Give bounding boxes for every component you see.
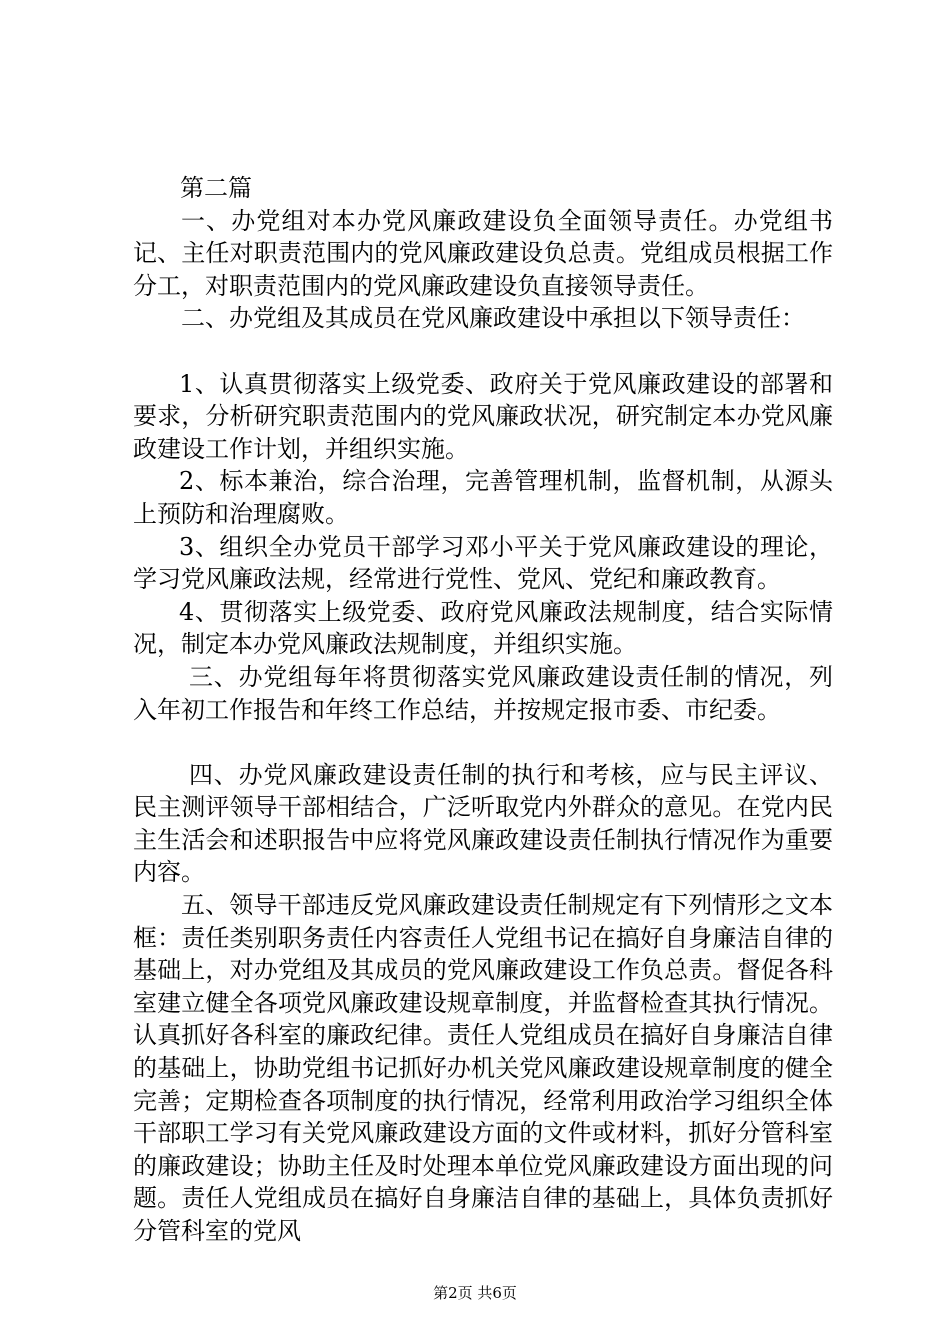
- list-item-three: 3、组织全办党员干部学习邓小平关于党风廉政建设的理论，学习党风廉政法规，经常进行党性、党风、党纪和廉政教育。: [133, 532, 833, 594]
- list-item-one: 1、认真贯彻落实上级党委、政府关于党风廉政建设的部署和要求，分析研究职责范围内的党风廉政状况，研究制定本办党风廉政建设工作计划，并组织实施。: [133, 369, 833, 463]
- list-item-four: 4、贯彻落实上级党委、政府党风廉政法规制度，结合实际情况，制定本办党风廉政法规制度，并组织实施。: [133, 597, 833, 659]
- list-item-two: 2、标本兼治，综合治理，完善管理机制，监督机制，从源头上预防和治理腐败。: [133, 467, 833, 528]
- paragraph-one: 一、办党组对本办党风廉政建设负全面领导责任。办党组书记、主任对职责范围内的党风廉政建设负总责。党组成员根据工作分工，对职责范围内的党风廉政建设负直接领导责任。: [133, 206, 833, 300]
- page-number: 第2页 共6页: [433, 1284, 517, 1302]
- section-label: 第二篇: [180, 174, 252, 202]
- paragraph-three: 三、办党组每年将贯彻落实党风廉政建设责任制的情况，列入年初工作报告和年终工作总结，并按规定报市委、市纪委。: [133, 662, 833, 724]
- paragraph-four: 四、办党风廉政建设责任制的执行和考核，应与民主评议、民主测评领导干部相结合，广泛听取党内外群众的意见。在党内民主生活会和述职报告中应将党风廉政建设责任制执行情况作为重要内容。: [133, 760, 833, 887]
- page-footer: [0, 1283, 950, 1303]
- paragraph-five: 五、领导干部违反党风廉政建设责任制规定有下列情形之文本框：责任类别职务责任内容责任人党组书记在搞好自身廉洁自律的基础上，对办党组及其成员的党风廉政建设工作负总责。督促各科室建立健全各项党风廉政建设规章制度，并监督检查其执行情况。认真抓好各科室的廉政纪律。责任人党组成员在搞好自身廉洁自律的基础上，协助党组书记抓好办机关党风廉政建设规章制度的健全完善；定期检查各项制度的执行情况，经常利用政治学习组织全体干部职工学习有关党风廉政建设方面的文件或材料，抓好分管科室的廉政建设；协助主任及时处理本单位党风廉政建设方面出现的问题。责任人党组成员在搞好自身廉洁自律的基础上，具体负责抓好分管科室的党风: [133, 891, 833, 1245]
- paragraph-gap: [133, 335, 833, 368]
- paragraph-two: 二、办党组及其成员在党风廉政建设中承担以下领导责任：: [181, 304, 805, 333]
- paragraph-gap: [133, 726, 833, 759]
- document-body: [133, 172, 833, 1248]
